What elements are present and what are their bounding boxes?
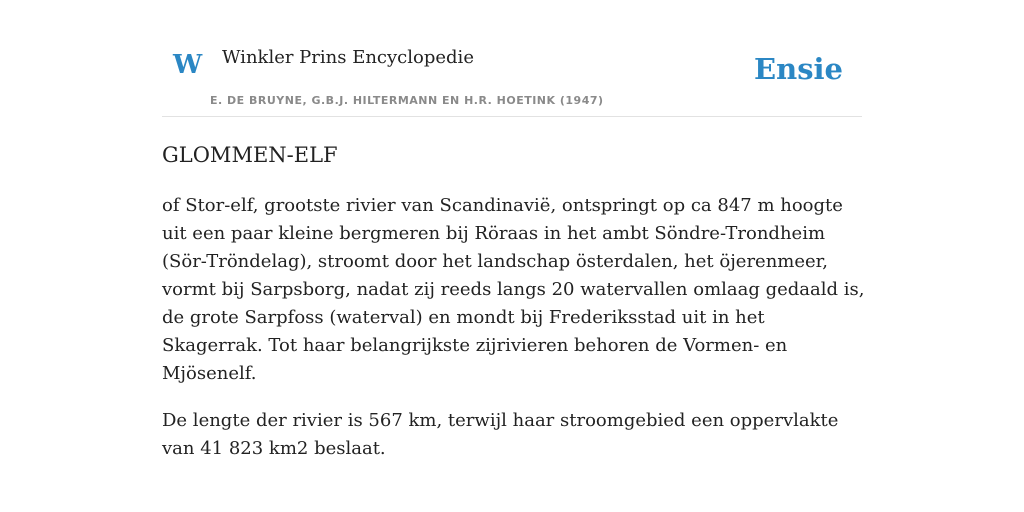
entry-paragraph: of Stor-elf, grootste rivier van Scandinavië, ontspringt op ca 847 m hoogte uit een paar kleine bergmeren bij Röraas in het ambt Söndre-Trondheim (Sör-Tröndelag), stroomt door het landschap österdalen, het öjerenmeer, vormt bij Sarpsborg, nadat zij reeds langs 20 watervallen omlaag gedaald is, de grote Sarpfoss (waterval) en mondt bij Frederiksstad uit in het Skagerrak. Tot haar belangrijkste zijrivieren behoren de Vormen- en Mjösenelf.: [162, 195, 865, 384]
entry-paragraph: De lengte der rivier is 567 km, terwijl haar stroomgebied een oppervlakte van 41 823 km2 beslaat.: [162, 410, 839, 459]
source-title[interactable]: Winkler Prins Encyclopedie: [222, 47, 474, 68]
ensie-brand-logo[interactable]: Ensie: [754, 52, 843, 86]
entry-title: GLOMMEN-ELF: [162, 143, 338, 167]
winkler-prins-logo-icon[interactable]: W: [173, 50, 203, 80]
source-header: [162, 0, 862, 117]
entry-body: [162, 192, 867, 482]
source-authors: E. DE BRUYNE, G.B.J. HILTERMANN EN H.R. HOETINK (1947): [210, 94, 604, 107]
